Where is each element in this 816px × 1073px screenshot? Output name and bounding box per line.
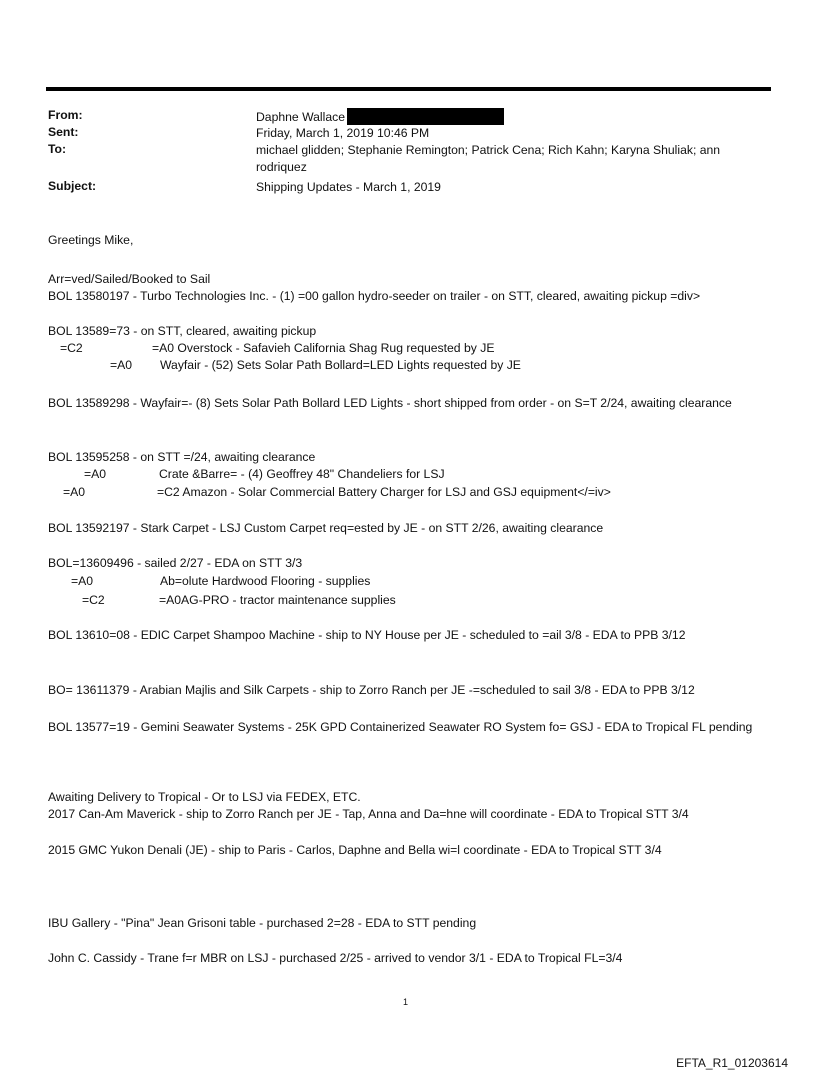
bol-line: BOL 13577=19 - Gemini Seawater Systems - 25K GPD Containerized Seawater RO System fo= GSJ - EDA to Tropical FL pending <box>48 720 753 734</box>
sub-item-code: =A0 <box>84 467 107 481</box>
subject-label: Subject: <box>48 179 97 193</box>
sub-item-text: =A0 Overstock - Safavieh California Shag Rug requested by JE <box>152 341 495 355</box>
section-title-awaiting: Awaiting Delivery to Tropical - Or to LSJ via FEDEX, ETC. <box>48 790 361 804</box>
bol-line: BOL=13609496 - sailed 2/27 - EDA on STT 3/3 <box>48 556 303 570</box>
sub-item-code: =A0 <box>110 358 133 372</box>
sub-item-code: =C2 <box>82 593 105 607</box>
sent-value: Friday, March 1, 2019 10:46 PM <box>256 126 430 140</box>
section-title-arrived: Arr=ved/Sailed/Booked to Sail <box>48 272 211 286</box>
page-number: 1 <box>403 997 409 1007</box>
sent-label: Sent: <box>48 125 79 139</box>
sub-item-text: Ab=olute Hardwood Flooring - supplies <box>160 574 371 588</box>
sender-name: Daphne Wallace <box>256 110 345 124</box>
bol-line: BOL 13580197 - Turbo Technologies Inc. - (1) =00 gallon hydro-seeder on trailer - on STT, cleared, awaiting pickup =div> <box>48 289 701 303</box>
bol-line: BOL 13589=73 - on STT, cleared, awaiting pickup <box>48 324 317 338</box>
sub-item-text: =C2 Amazon - Solar Commercial Battery Charger for LSJ and GSJ equipment</=iv> <box>157 485 611 499</box>
sub-item-code: =C2 <box>60 341 83 355</box>
bol-line: BOL 13589298 - Wayfair=- (8) Sets Solar Path Bollard LED Lights - short shipped from order - on S=T 2/24, awaiting clearance <box>48 396 732 410</box>
bates-number: EFTA_R1_01203614 <box>676 1056 788 1070</box>
to-label: To: <box>48 142 67 156</box>
from-label: From: <box>48 108 83 122</box>
subject-value: Shipping Updates - March 1, 2019 <box>256 180 441 194</box>
sub-item-code: =A0 <box>63 485 86 499</box>
bol-line: BO= 13611379 - Arabian Majlis and Silk Carpets - ship to Zorro Ranch per JE -=scheduled to sail 3/8 - EDA to PPB 3/12 <box>48 683 695 697</box>
sub-item-text: Wayfair - (52) Sets Solar Path Bollard=LED Lights requested by JE <box>160 358 521 372</box>
bol-line: BOL 13610=08 - EDIC Carpet Shampoo Machine - ship to NY House per JE - scheduled to =ail 3/8 - EDA to PPB 3/12 <box>48 628 686 642</box>
sub-item-code: =A0 <box>71 574 94 588</box>
vehicle-line: 2017 Can-Am Maverick - ship to Zorro Ranch per JE - Tap, Anna and Da=hne will coordinate - EDA to Tropical STT 3/4 <box>48 807 689 821</box>
greeting: Greetings Mike, <box>48 233 134 247</box>
bol-line: BOL 13595258 - on STT =/24, awaiting clearance <box>48 450 316 464</box>
vehicle-line: 2015 GMC Yukon Denali (JE) - ship to Paris - Carlos, Daphne and Bella wi=l coordinate - EDA to Tropical STT 3/4 <box>48 843 662 857</box>
redaction-box <box>347 108 504 125</box>
bol-line: BOL 13592197 - Stark Carpet - LSJ Custom Carpet req=ested by JE - on STT 2/26, awaiting clearance <box>48 521 604 535</box>
item-line: John C. Cassidy - Trane f=r MBR on LSJ - purchased 2/25 - arrived to vendor 3/1 - EDA to Tropical FL=3/4 <box>48 951 623 965</box>
header-rule <box>46 87 771 91</box>
to-value: michael glidden; Stephanie Remington; Patrick Cena; Rich Kahn; Karyna Shuliak; ann rodriquez <box>256 143 721 174</box>
from-value <box>256 108 766 126</box>
sub-item-text: =A0AG-PRO - tractor maintenance supplies <box>159 593 396 607</box>
item-line: IBU Gallery - "Pina" Jean Grisoni table - purchased 2=28 - EDA to STT pending <box>48 916 477 930</box>
sub-item-text: Crate &Barre= - (4) Geoffrey 48" Chandeliers for LSJ <box>159 467 445 481</box>
